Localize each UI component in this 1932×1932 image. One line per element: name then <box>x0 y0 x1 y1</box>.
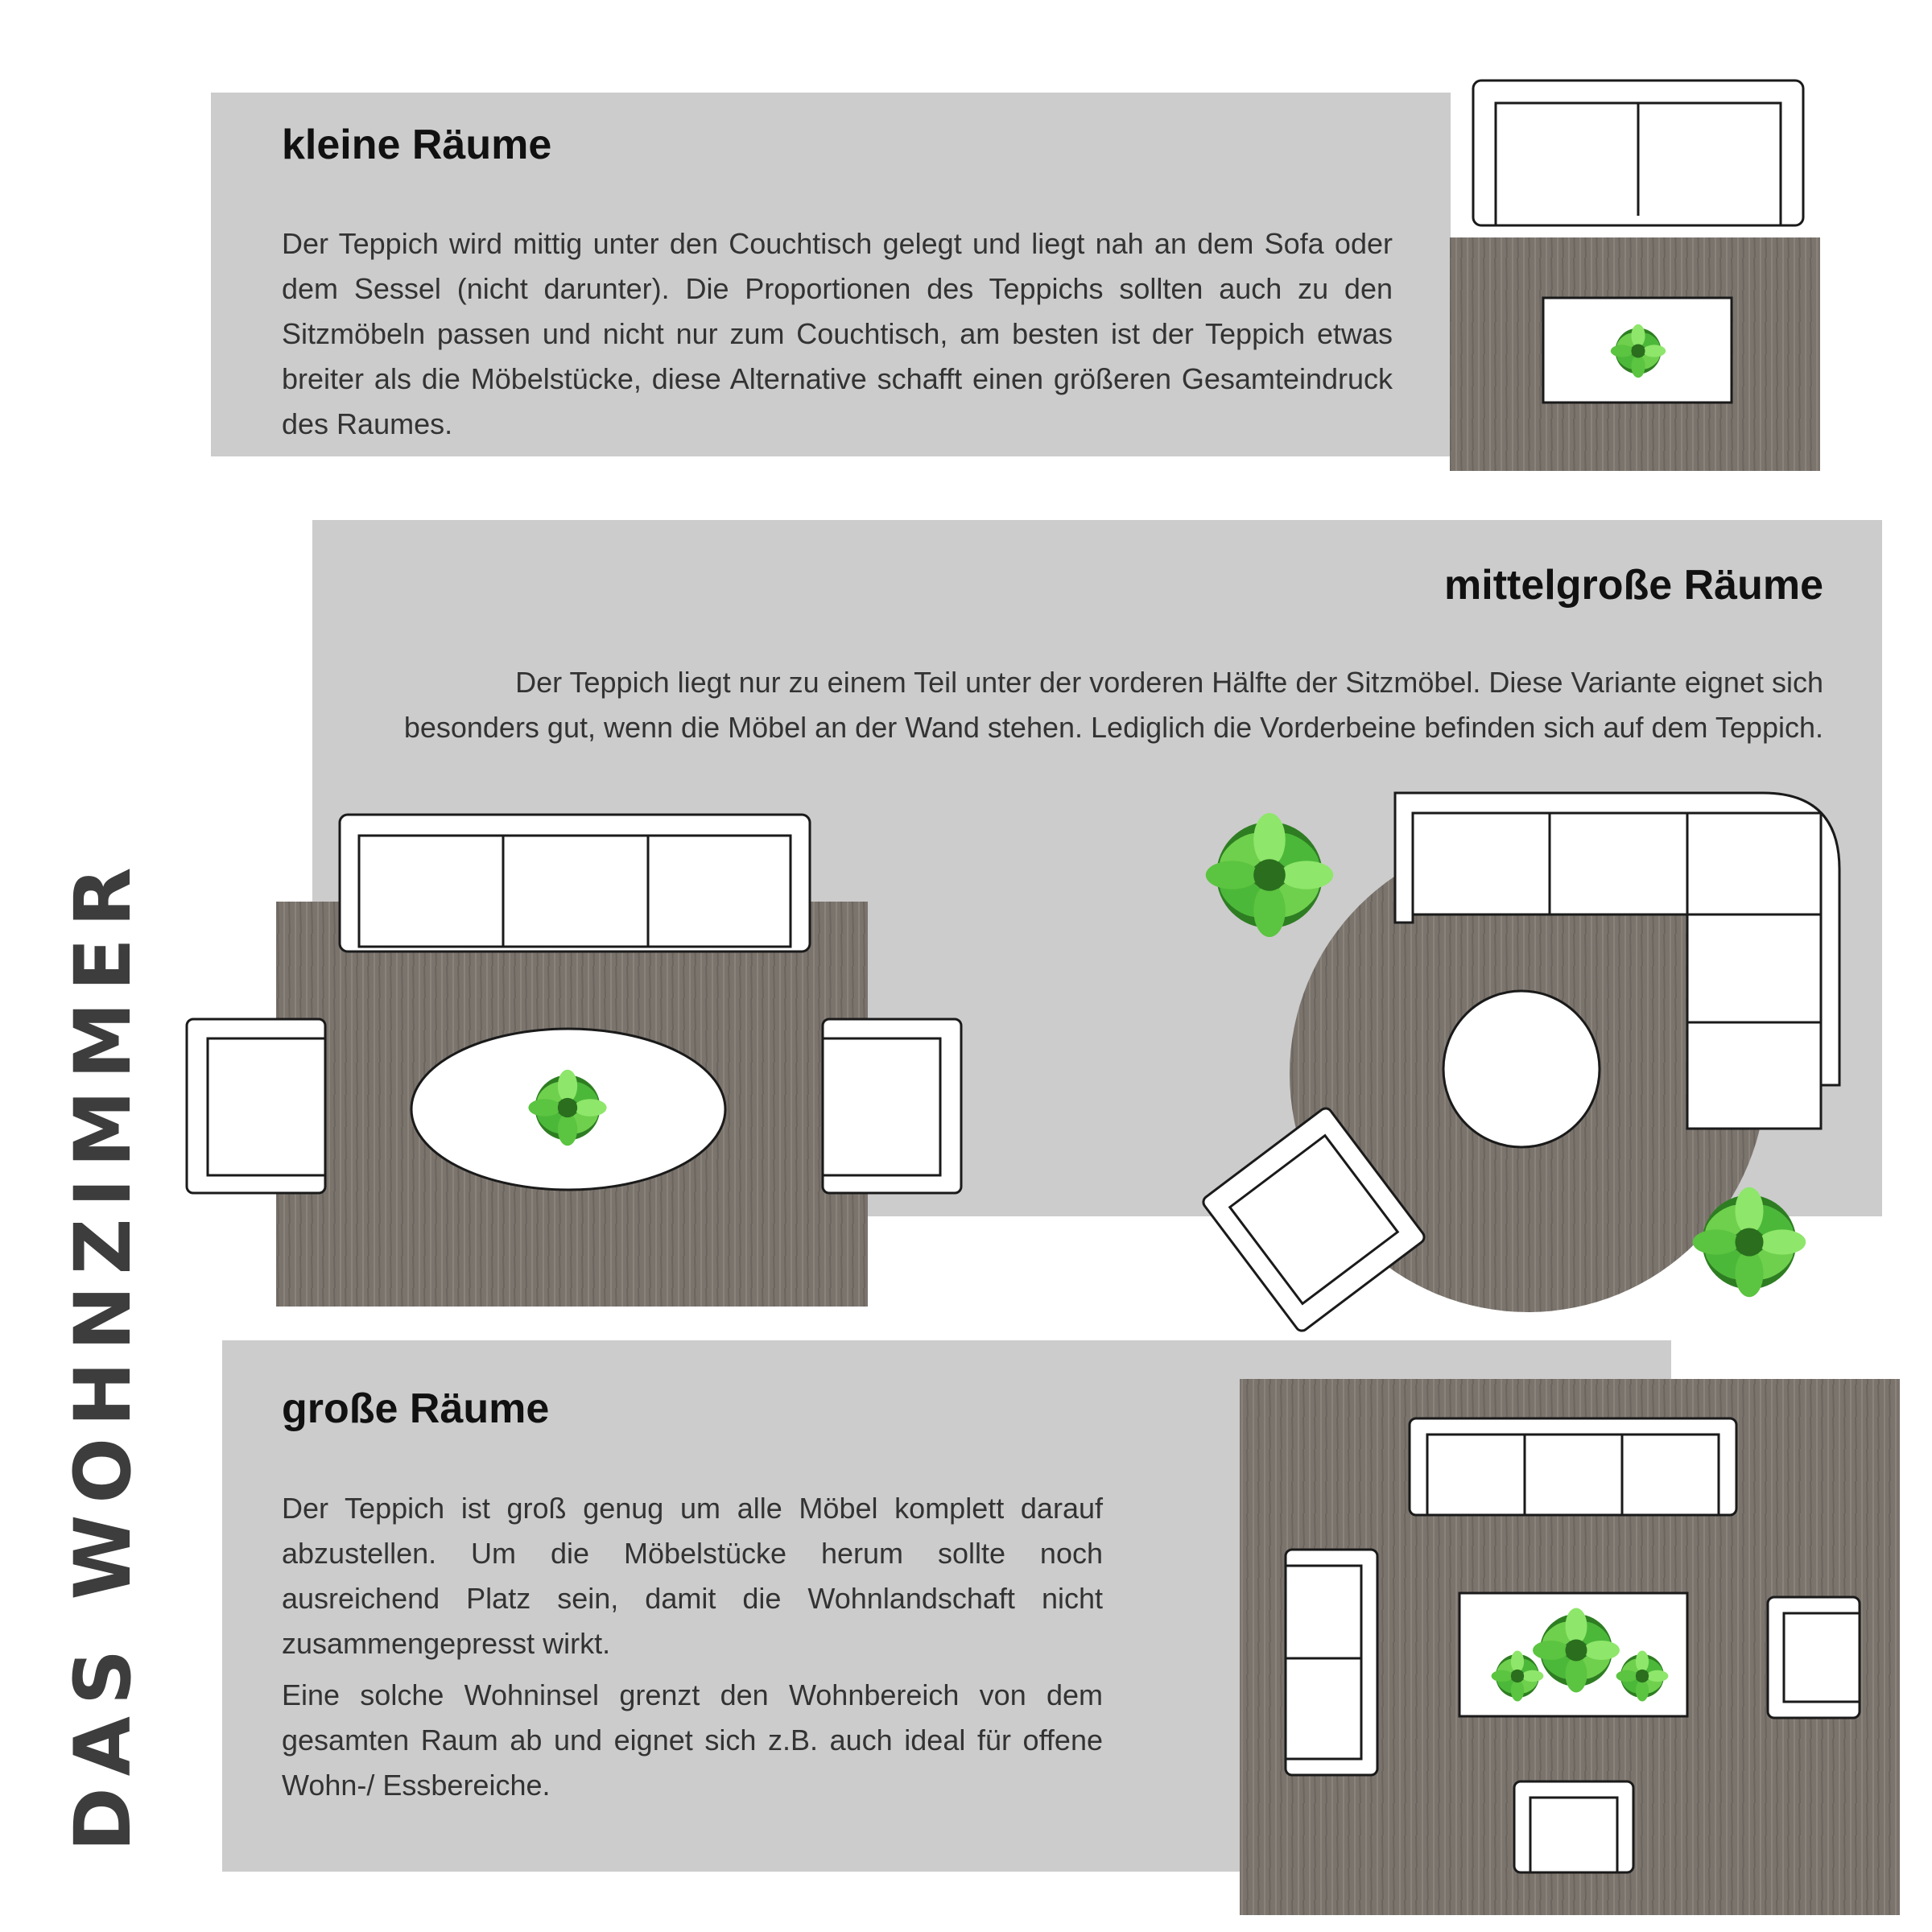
large-rooms-title: große Räume <box>282 1385 550 1432</box>
large-rooms-text-2: Eine solche Wohninsel grenzt den Wohnbereich von dem gesamten Raum ab und eignet sich z.B. auch ideal für offene Wohn-/ Essbereiche. <box>282 1678 1103 1802</box>
small-rooms-title: kleine Räume <box>282 122 552 168</box>
medium-rooms-title: mittelgroße Räume <box>1444 562 1823 609</box>
small-room-illustration <box>1450 80 1820 471</box>
large-rooms-text-1: Der Teppich ist groß genug um alle Möbel komplett darauf abzustellen. Um die Möbelstücke herum sollte noch ausreichend Platz sein, damit die Wohnlandschaft nicht zusammengepresst wirkt. <box>282 1492 1103 1660</box>
medium-rooms-text: Der Teppich liegt nur zu einem Teil unter der vorderen Hälfte der Sitzmöbel. Diese Variante eignet sich besonders gut, wenn die Möbel an der Wand stehen. Lediglich die Vorderbeine befinden sich auf dem Teppich. <box>403 666 1823 744</box>
medium-room-illustration-rectangular <box>187 815 961 1307</box>
large-room-illustration <box>1240 1379 1900 1915</box>
side-title: DAS WOHNZIMMER <box>58 856 148 1852</box>
medium-room-illustration-round <box>1201 793 1839 1333</box>
small-rooms-text: Der Teppich wird mittig unter den Couchtisch gelegt und liegt nah an dem Sofa oder dem Sessel (nicht darunter). Die Proportionen des Teppichs sollten auch zu den Sitzmöbeln passen und nicht nur zum Couchtisch, am besten ist der Teppich etwas breiter als die Möbelstücke, diese Alternative schafft einen größeren Gesamteindruck des Raumes. <box>282 227 1393 440</box>
